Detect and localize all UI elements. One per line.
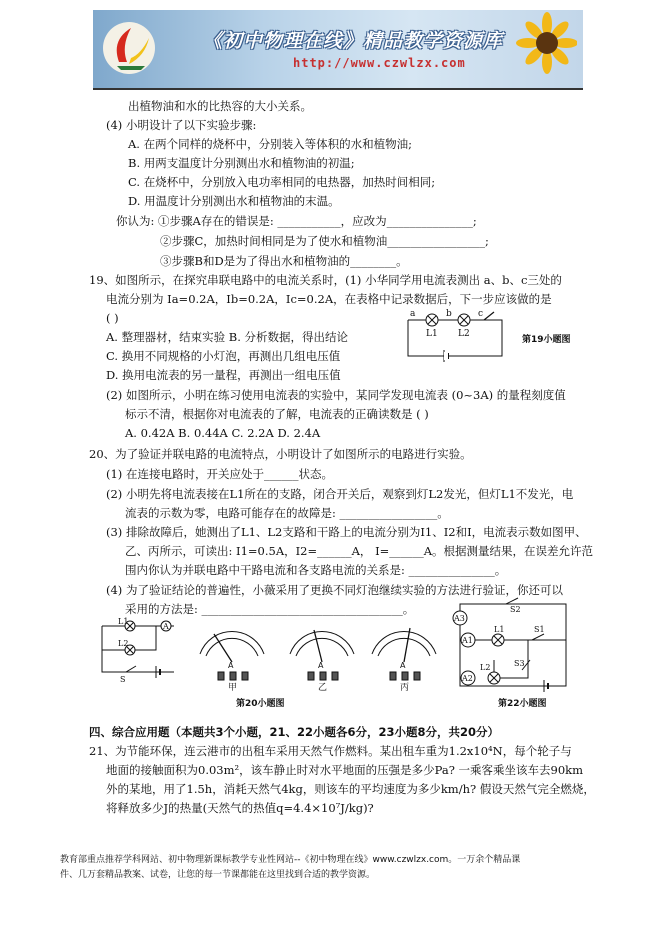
label-l1: L1 [494, 625, 505, 634]
option-c: C. 换用不同规格的小灯泡，再测出几组电压值 [106, 349, 341, 363]
text-line: 外的某地，用了1.5h，消耗天然气4kg，则该车的平均速度为多少km/h? 假设天然气完全燃烧， [106, 782, 595, 796]
meter-label-jia: 甲 [228, 683, 238, 692]
option-b: B. 用两支温度计分别测出水和植物油的初温; [128, 156, 355, 170]
svg-text:A: A [228, 661, 234, 670]
text-line: 电流分别为 Ia=0.2A，Ib=0.2A，Ic=0.2A，在表格中记录数据后，下一步应该做的是 [106, 292, 552, 306]
label-a3: A3 [454, 614, 465, 623]
option-ab: A. 整理器材，结束实验 B. 分析数据，得出结论 [106, 330, 349, 344]
svg-text:A: A [318, 661, 324, 670]
text-line: 乙、丙所示，可读出: I1=0.5A，I2=______A， I=______A。根据测量结果，在误差允许范 [125, 544, 594, 558]
answer-line: ③步骤B和D是为了得出水和植物油的________。 [160, 254, 408, 268]
svg-text:A: A [400, 661, 406, 670]
label-s2: S2 [510, 605, 521, 614]
circuit-22-figure [446, 596, 580, 700]
option-a: A. 在两个同样的烧杯中，分别装入等体积的水和植物油; [128, 137, 412, 151]
meter-label-yi: 乙 [318, 683, 328, 692]
header-banner [93, 10, 583, 90]
option-d: D. 用温度计分别测出水和植物油的末温。 [128, 194, 340, 208]
footer-line-2: 件、几万套精品教案、试卷，让您的每一节课都能在这里找到合适的教学资源。 [60, 870, 376, 880]
meter-label-bing: 丙 [400, 683, 410, 692]
label-ammeter: A [163, 622, 169, 631]
circuit-20-figure [96, 616, 182, 688]
question-part: (3) 排除故障后，她测出了L1、L2支路和干路上的电流分别为I1、I2和I，电流表示数如图甲、 [106, 525, 587, 539]
ammeter-dial-yi [282, 618, 362, 692]
question-21: 21、为节能环保，连云港市的出租车采用天然气作燃料。某出租车重为1.2x10⁴N，每个轮子与 [89, 744, 572, 758]
label-l2: L2 [458, 329, 470, 339]
option-c: C. 在烧杯中，分别放入电功率相同的电热器，加热时间相同; [128, 175, 436, 189]
label-s3: S3 [514, 659, 525, 668]
question-part: (4) 为了验证结论的普遍性，小薇采用了更换不同灯泡继续实验的方法进行验证，你还可以 [106, 583, 563, 597]
fig19-caption: 第19小题图 [522, 335, 571, 345]
label-c: c [478, 309, 484, 319]
label-a: a [410, 309, 416, 319]
question-20: 20、为了验证并联电路的电流特点，小明设计了如图所示的电路进行实验。 [89, 447, 472, 461]
page-footer [60, 853, 620, 883]
text-line: 围内你认为并联电路中干路电流和各支路电流的关系是: _______________。 [125, 563, 507, 577]
text-line: 流表的示数为零，电路可能存在的故障是: _________________。 [125, 506, 449, 520]
question-part: (1) 在连接电路时，开关应处于______状态。 [106, 467, 333, 481]
option-row: A. 0.42A B. 0.44A C. 2.2A D. 2.4A [125, 426, 321, 440]
answer-bracket: ( ) [106, 311, 119, 325]
site-logo-icon [101, 20, 157, 76]
question-part: (2) 如图所示，小明在练习使用电流表的实验中，某同学发现电流表 (0~3A) 的量程刻度值 [106, 388, 566, 402]
answer-line: ②步骤C，加热时间相同是为了使水和植物油_________________; [160, 234, 489, 248]
label-b: b [446, 309, 452, 319]
section-heading: 四、综合应用题（本题共3个小题，21、22小题各6分，23小题8分，共20分） [89, 725, 500, 739]
question-part: (2) 小明先将电流表接在L1所在的支路，闭合开关后，观察到灯L2发光，但灯L1不发光，电 [106, 487, 574, 501]
fig22-caption: 第22小题图 [498, 699, 547, 709]
banner-url[interactable]: http://www.czwlzx.com [293, 56, 466, 70]
question-19: 19、如图所示，在探究串联电路中的电流关系时，(1) 小华同学用电流表测出 a、b、c三处的 [89, 273, 562, 287]
question-part: (4) 小明设计了以下实验步骤: [106, 118, 257, 132]
label-l2: L2 [480, 663, 491, 672]
fig20-caption: 第20小题图 [236, 699, 285, 709]
sunflower-icon [507, 10, 577, 88]
label-s1: S1 [534, 625, 545, 634]
label-a1: A1 [462, 636, 473, 645]
label-l1: L1 [118, 617, 129, 626]
label-l2: L2 [118, 639, 129, 648]
footer-line-1: 教育部重点推荐学科网站、初中物理新课标教学专业性网站--《初中物理在线》www.czwlzx.com。一万余个精品课 [60, 855, 521, 865]
text-line: 地面的接触面积为0.03m²，该车静止时对水平地面的压强是多少Pa? 一乘客乘坐该车去90km [106, 763, 584, 777]
ammeter-dial-jia [192, 618, 272, 692]
answer-line: 你认为: ①步骤A存在的错误是: ___________，应改为_______________; [116, 214, 477, 228]
label-a2: A2 [462, 674, 473, 683]
ammeter-dial-bing [364, 618, 444, 692]
text-line: 采用的方法是: ___________________________________。 [125, 602, 415, 616]
text-line: 标示不清，根据你对电流表的了解，电流表的正确读数是 ( ) [125, 407, 429, 421]
circuit-19-figure [400, 306, 510, 364]
label-switch: S [120, 675, 126, 684]
label-l1: L1 [426, 329, 438, 339]
text-line: 出植物油和水的比热容的大小关系。 [128, 99, 312, 113]
banner-title: 《初中物理在线》精品教学资源库 [203, 30, 504, 52]
option-d: D. 换用电流表的另一量程，再测出一组电压值 [106, 368, 341, 382]
text-line: 将释放多少J的热量(天然气的热值q=4.4×10⁷J/kg)? [106, 801, 374, 815]
